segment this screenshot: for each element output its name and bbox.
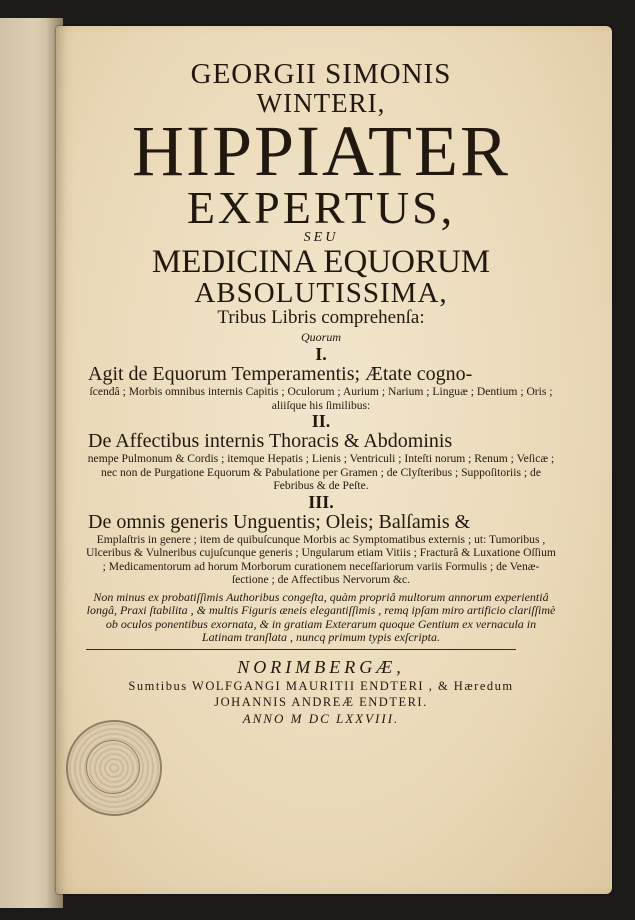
author-line-1: GEORGII SIMONIS xyxy=(190,58,452,90)
closing-text: Non minus ex probatiſſimis Authoribus congeſta, quàm propriâ multorum annorum experientiâ longâ, Praxi ſtabilita , & multis Figuris æneis elegantiſſimis , remq ipſam miro artificio clariſſimè ob oculos ponentibus exornata, & in gratiam Exterarum quoque Gentium ex vernacula in Latinam tranſlata , nuncq primum typis exſcripta. xyxy=(86,589,556,644)
part-2 xyxy=(86,412,556,493)
part-1-heading: Agit de Equorum Temperamentis; Ætate cogno- xyxy=(88,363,473,385)
seu-line: SEU xyxy=(303,230,339,245)
part-2-numeral: II. xyxy=(311,411,331,431)
part-3-numeral: III. xyxy=(308,491,334,512)
imprint-year: ANNO M DC LXXVIII. xyxy=(242,710,400,726)
left-page-edge xyxy=(0,18,63,908)
author-line-2: WINTERI, xyxy=(256,88,386,118)
part-3 xyxy=(86,493,556,587)
part-3-body: Emplaſtris in genere ; item de quibuſcunque Morbis ac Symptomatibus externis ; ut: Tumoribus , Ulceribus & Vulneribus cujuſcunque generis ; Ungularum etiam Vitiis ; Fracturâ & Luxatione Oſſium ; Medicamentorum ad horum Morborum curationem neceſſariorum variis Formulis ; de Venæ- ſectione ; de Affectibus Nervorum &c. xyxy=(86,532,556,586)
tribus-line: Tribus Libris comprehenſa: xyxy=(217,307,425,328)
main-title-2: EXPERTUS, xyxy=(186,182,456,233)
subtitle-1: MEDICINA EQUORUM xyxy=(151,244,491,280)
library-stamp xyxy=(66,720,162,816)
part-2-heading: De Affectibus internis Thoracis & Abdominis xyxy=(88,430,453,452)
imprint-city: NORIMBERGÆ, xyxy=(237,656,405,677)
imprint-line-1: Sumtibus WOLFGANGI MAURITII ENDTERI , & Hæredum xyxy=(128,678,514,693)
title-page-text xyxy=(86,56,556,728)
part-1 xyxy=(86,345,556,412)
imprint-line-2: JOHANNIS ANDREÆ ENDTERI. xyxy=(214,694,428,709)
quorum-line: Quorum xyxy=(300,330,341,344)
imprint-rule xyxy=(86,649,516,650)
part-2-body: nempe Pulmonum & Cordis ; itemque Hepatis ; Lienis ; Ventriculi ; Inteſti norum ; Renum ; Veſicæ ; nec non de Purgatione Equorum & Pabulatione per Gramen ; de Clyſteribus ; Suppoſitoriis ; de Febribus & de Peſte. xyxy=(87,452,555,492)
main-title: HIPPIATER xyxy=(131,111,511,191)
part-1-body: ſcendâ ; Morbis omnibus internis Capitis ; Oculorum ; Aurium ; Narium ; Linguæ ; Dentium ; Oris ; aliiſque his ſimilibus: xyxy=(89,385,553,412)
part-3-heading: De omnis generis Unguentis; Oleis; Balſamis & xyxy=(88,510,471,533)
subtitle-2: ABSOLUTISSIMA, xyxy=(194,277,448,309)
part-1-numeral: I. xyxy=(315,344,327,364)
